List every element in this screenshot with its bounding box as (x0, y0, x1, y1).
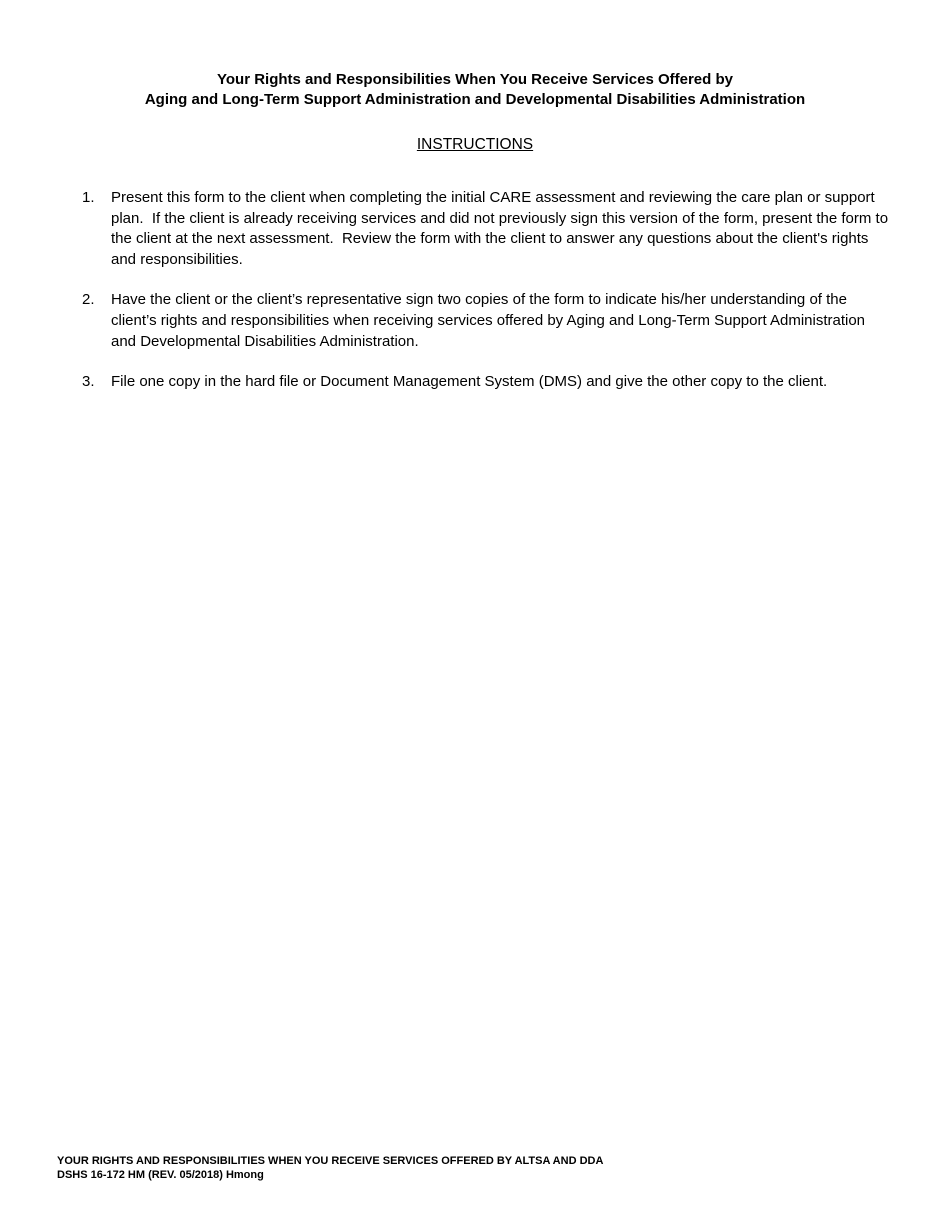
instruction-item-3 (82, 372, 893, 393)
document-title-line-2: Aging and Long-Term Support Administration and Developmental Disabilities Administration (144, 90, 806, 108)
instruction-item-1 (82, 188, 893, 270)
instruction-item-2 (82, 290, 893, 352)
footer-form-number: DSHS 16-172 HM (REV. 05/2018) Hmong (57, 1168, 264, 1181)
section-heading-wrap (0, 136, 950, 154)
instruction-text-1: Present this form to the client when completing the initial CARE assessment and reviewing the care plan or support plan. If the client is already receiving services and did not previously sign this version of the form, present the form to the client at the next assessment. Review the form with the client to answer any questions about the client's rights and responsibilities. (111, 189, 893, 268)
document-footer (57, 1155, 603, 1182)
instruction-number-3: 3. (82, 373, 95, 391)
instruction-number-1: 1. (82, 189, 95, 206)
instruction-text-2: Have the client or the client’s representative sign two copies of the form to indicate his/her understanding of the client’s rights and responsibilities when receiving services offered by Aging and Long-Term Support Administration and Developmental Disabilities Administration. (111, 291, 870, 350)
document-title-line-1: Your Rights and Responsibilities When You Receive Services Offered by (217, 71, 733, 88)
footer-form-title: YOUR RIGHTS AND RESPONSIBILITIES WHEN YOU RECEIVE SERVICES OFFERED BY ALTSA AND DDA (57, 1155, 604, 1167)
instruction-number-2: 2. (82, 291, 95, 309)
instruction-text-3: File one copy in the hard file or Document Management System (DMS) and give the other copy to the client. (111, 373, 828, 391)
document-header (0, 70, 950, 109)
instructions-list (82, 188, 893, 393)
instructions-heading: INSTRUCTIONS (416, 136, 534, 153)
